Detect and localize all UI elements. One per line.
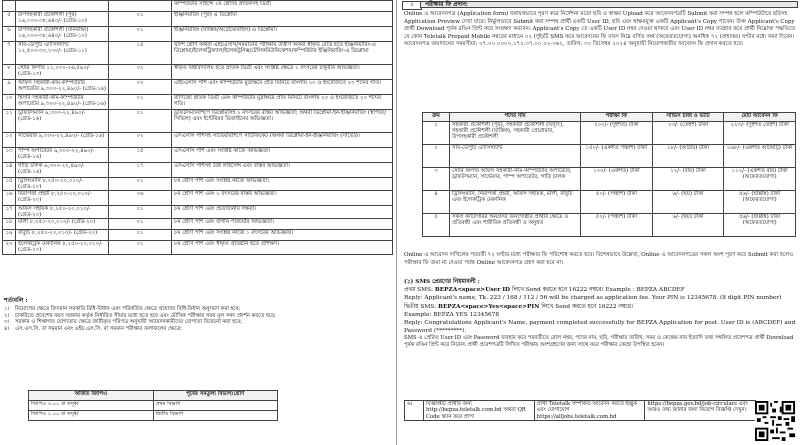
- qualification-cell: এসএসসি পাশসহ বৈধ লাইসেন্স এবং বাস্তব অভিজ্ঞতা।: [172, 163, 393, 178]
- serial-cell: ৭: [3, 42, 16, 65]
- table-row: [3, 1, 393, 12]
- post-cell: সাব-ডেপুটি এ্যাসিস্ট্যান্ট: [450, 145, 581, 168]
- post-cell: নিরাপত্তা প্রহরী ৮,২৫০-২০,০১০/- (গ্রেড-২০): [16, 191, 109, 206]
- first-sms-line: [404, 286, 796, 294]
- first-sms-command: BEPZA<space>User ID: [434, 287, 511, 294]
- table-row: [29, 411, 278, 421]
- post-cell: [16, 1, 109, 12]
- table-row: [3, 241, 393, 254]
- serial-cell: ১৪: [3, 163, 16, 178]
- serial-cell: ৬: [3, 27, 16, 42]
- total-fee-cell: ১৬৮/- (একশত আটষট্টি) টাকা: [724, 145, 796, 168]
- table-row: [3, 206, 393, 219]
- serial-cell: ১৩: [3, 148, 16, 163]
- qualification-cell: এইচএসসি পাশ এবং কম্পিউটার মুদ্রাক্ষরে প্রতি মিনিটে বাংলায় ২০ ও ইংরেজিতে ২০ শব্দের গতি।: [172, 80, 393, 95]
- vacancy-count-cell: ০৬: [109, 191, 172, 206]
- table-row: [3, 42, 393, 65]
- serial-cell: [3, 1, 16, 12]
- table-row: [423, 191, 796, 214]
- vacancy-count-cell: ০১: [109, 230, 172, 241]
- qualification-cell: ৮ম শ্রেণি পাশ এবং প্রয়োজনীয় দক্ষতা।: [172, 206, 393, 219]
- serial-cell: ৫: [3, 12, 16, 27]
- serial-cell: ২০: [3, 241, 16, 254]
- qr-code-icon[interactable]: [755, 400, 795, 442]
- table-row: [3, 163, 393, 178]
- vacancy-count-cell: ১৫: [109, 42, 172, 65]
- post-cell: ড্রাফটসম্যান ৯,৩০০-২২,৪৯০/- (গ্রেড-১৬): [16, 110, 109, 133]
- gpa-cell: জিপিএ ৩.০০ বা তদূর্ধ্ব: [29, 401, 154, 411]
- gpa-header: অর্জিত জিপিএ: [29, 391, 154, 401]
- table-row: [423, 214, 796, 237]
- payment-note: Online এ আবেদন দাখিলের পরবর্তী ৭২ ঘণ্টার মধ্যে পরীক্ষার ফি পরিশোধ করতে হবে। বিশেষভাবে উল্লেখ্য, Online এ আবেদনপত্রের সকল অংশ পূরণ করে Submit করা হলেও পরীক্ষার ফি জমা না দেওয়া পর্যন্ত Online আবেদনপত্র গ্রহণ করা হবে না।: [404, 252, 794, 266]
- gpa-equivalence-table: [28, 390, 278, 421]
- post-cell: উপসহকারী প্রকৌশলী (পুর) ১৬,০০০-৩৮,৬৪০/- (গ্রেড-১০): [16, 12, 109, 27]
- qualification-cell: ৮ম শ্রেণি পাশ এবং স্বীকৃত প্রতিষ্ঠান হতে প্রশিক্ষণ।: [172, 241, 393, 254]
- sms-instructions: [404, 278, 796, 349]
- post-cell: স্টোর কিপার ১১,০০০-২৬,৫৯০/- (গ্রেড-১৩): [16, 65, 109, 80]
- post-cell: মালী ৮,২৫০-২০,০১০/- (গ্রেড-২০): [16, 219, 109, 230]
- qualification-cell: ৮ম শ্রেণি পাশ এবং বাগান পরিচর্যার অভিজ্ঞতা।: [172, 219, 393, 230]
- vacancy-count-cell: ০১: [109, 12, 172, 27]
- section-label: ৬।: [405, 401, 424, 421]
- serial-cell: ১৫: [3, 178, 16, 191]
- fee-header-total: মোট আবেদন ফি: [724, 113, 796, 122]
- info-cell-3: https://bepza.gov.bd/job-circulars এবং আরও তথ্য জানার জন্য নিয়োগ বিজ্ঞপ্তি দেখুন।: [645, 401, 756, 421]
- post-cell: সার্ভেয়ার ৯,৩০০-২২,৪৯০/- (গ্রেড-১৬): [16, 133, 109, 148]
- condition-number: ৪।: [4, 326, 10, 333]
- admit-card-note: SMS এ প্রেরিত User ID এবং Password ব্যবহার করে পরবর্তীতে রোল নম্বর, পদের নাম, ছবি, পরীক্ষার তারিখ, সময় ও কেন্দ্রের নাম ইত্যাদি তথ্য সম্বলিত প্রবেশপত্র প্রার্থী Download পূর্বক রঙিন প্রিন্ট করে নিবেন। প্রার্থী প্রবেশপত্রটি লিখিত পরীক্ষায় অংশগ্রহণের জন্য সাথে করে পরীক্ষার কেন্দ্রে উপস্থিত হবেন।: [404, 335, 794, 349]
- exam-fee-cell: ২০০/- (দুইশত) টাকা: [581, 122, 653, 145]
- info-cell-2: প্রার্থী Teletalk সম্পর্কিত আবেদন করতে ইচ্ছুক এবং যোগাযোগ https://alljobs.teletalk.com.bd: [534, 401, 645, 421]
- service-charge-cell: ২৩/- (তেইশ) টাকা: [652, 122, 724, 145]
- qualification-cell: ৮ম শ্রেণি পাশ এবং সংশ্লিষ্ট কাজে ১ বৎসরের অভিজ্ঞতা।: [172, 230, 393, 241]
- vacancy-count-cell: ১৫: [109, 148, 172, 163]
- service-charge-cell: ৬/- (ছয়) টাকা: [652, 191, 724, 214]
- fee-header-sl: ক্রম: [423, 113, 450, 122]
- serial-cell: ১২: [3, 133, 16, 148]
- serial-cell: ৩: [423, 168, 450, 191]
- table-row: [3, 148, 393, 163]
- table-row: [423, 145, 796, 168]
- qualification-cell: বাণিজ্যে স্নাতক ডিগ্রী এবং কম্পিউটার মুদ্রাক্ষরে প্রতি মিনিটে বাংলায় ২০ ও ইংরেজিতে ২০ শব্দের গতি।: [172, 95, 393, 110]
- post-cell: ড্রিলিংম্যান ৮,২৫০-২০,০১০/- (গ্রেড-২০): [16, 178, 109, 191]
- qualification-cell: কম্পিউটার সাইন্সে ২য় শ্রেণির স্নাতকসহ ডিগ্রী: [172, 1, 393, 12]
- exam-fee-cell: ৫০/- (পঞ্চাশ) টাকা: [581, 214, 653, 237]
- qualification-cell: ইঞ্জিনিয়ারিং (যান্ত্রিক/অটোমোবাইল) এ ডিপ্লোমা।: [172, 27, 393, 42]
- serial-cell: ৯: [3, 80, 16, 95]
- serial-cell: ১: [423, 122, 450, 145]
- reply-1: Reply: Applicant's name, Tk. 223 / 168 / 112 / 56 will be charged as application fee. Your PIN is 12345678. (8 digit PIN number): [404, 295, 782, 302]
- condition-text: নিয়োগের ক্ষেত্রে বিদ্যমান সরকারি বিধি-বিধান এবং পরিবর্তিত ক্ষেত্রে প্রযোজ্য বিধি-বিধান অনুসরণ করা হবে;: [15, 305, 241, 312]
- division-cell: প্রথম বিভাগ: [153, 401, 278, 411]
- fee-header-post: পদের নাম: [450, 113, 581, 122]
- total-fee-cell: ৫৬/- (ছাপ্পান্ন) টাকা (অফেরতযোগ্য): [724, 214, 796, 237]
- post-cell: বাবুর্চি ৮,২৫০-২০,০১০/- (গ্রেড-২০): [16, 230, 109, 241]
- circular-info-table: [404, 400, 756, 421]
- post-cell: অফিস সহকারী-কাম-কম্পিউটার অপারেটর ৯,৩০০-২২,৪৯০/- (গ্রেড-১৬): [16, 80, 109, 95]
- second-sms-command: BEPZA<space>Yes<space>PIN: [438, 303, 540, 310]
- serial-cell: ১৬: [3, 191, 16, 206]
- post-cell: অফিস সহায়ক ৮,২৫০-২০,০১০/- (গ্রেড-২০): [16, 206, 109, 219]
- serial-cell: ৪: [423, 191, 450, 214]
- post-cell: গাড়ি চালক ৯,৩০০-২২,৪৯০/- (গ্রেড-১৬): [16, 163, 109, 178]
- vacancy-count-cell: [109, 1, 172, 12]
- vacancy-count-cell: ০১: [109, 110, 172, 133]
- vacancy-count-cell: ০১: [109, 27, 172, 42]
- table-row: [3, 230, 393, 241]
- exam-fee-cell: ৫০/- (পঞ্চাশ) টাকা: [581, 191, 653, 214]
- table-row: [423, 122, 796, 145]
- table-row: [405, 401, 756, 421]
- example-2: Example: BEPZA YES 12345678: [404, 311, 500, 318]
- post-cell: ড্রিলিংম্যান, নিরাপত্তা প্রহরী, অফিস সহায়ক, মালী, বাবুর্চি এবং ইলেকট্রিক মেকানিক: [450, 191, 581, 214]
- qualification-cell: ড্রাফটসম্যানশিপে ডিপ্লোমাসহ ১ বৎসরের বাস্তব অভিজ্ঞতা; অথবা ডিপ্লোমা-ইন-ইঞ্জিনিয়ারিং (স্থাপত্য/সিভিল) এবং ইন্টেরিয়র ডিজাইনের অভিজ্ঞতা।: [172, 110, 393, 133]
- post-cell: সকল ক্যাটাগরির অনগ্রসর জনগোষ্ঠীর প্রার্থীর ক্ষেত্রে ও প্রতিবন্ধী এবং শারীরিক প্রতিবন্ধী ও অনুন্নত: [450, 214, 581, 237]
- serial-cell: ১০: [3, 95, 16, 110]
- table-row: [3, 12, 393, 27]
- table-row: [3, 80, 393, 95]
- table-row: [3, 191, 393, 206]
- qualification-cell: ৮ম শ্রেণি পাশ এবং সংশ্লিষ্ট কাজে অভিজ্ঞতা।: [172, 178, 393, 191]
- table-row: [3, 133, 393, 148]
- vacancy-count-cell: ০২: [109, 65, 172, 80]
- post-cell: পাম্প অপারেটর ৯,৩০০-২২,৪৯০/- (গ্রেড-১৬): [16, 148, 109, 163]
- first-sms-label: প্রথম SMS:: [404, 287, 433, 294]
- qualification-cell: ৮ম শ্রেণি পাশ এবং ২ বৎসরের বাস্তব অভিজ্ঞতা।: [172, 191, 393, 206]
- vacancy-count-cell: ০১: [109, 219, 172, 230]
- info-cell-1: বিজ্ঞপ্তিটি প্রার্থীর জন্য http://bepza.teletalk.com.bd অথবা QR Code স্ক্যান করে প্রাপ্য: [424, 401, 535, 421]
- vacancy-count-cell: ০১: [109, 95, 172, 110]
- division-header: পূর্বের সমতুল্য বিভাগ/শ্রেণি: [153, 391, 278, 401]
- table-row: [3, 110, 393, 133]
- qualification-cell: ইঞ্জিনিয়ারিং (পুর) এ ডিপ্লোমা: [172, 12, 393, 27]
- table-row: [3, 219, 393, 230]
- condition-text: চাকরিতে প্রবেশের বয়স সরকার কর্তৃক নির্ধারিত সীমার মধ্যে হতে হবে এবং মৌখিক পরীক্ষার সময় মূল সনদ প্রদর্শন করতে হবে;: [15, 312, 276, 319]
- table-row: [29, 401, 278, 411]
- vacancy-count-cell: ১৭: [109, 163, 172, 178]
- table-row: [423, 168, 796, 191]
- vacancy-count-cell: ০২: [109, 80, 172, 95]
- qualification-cell: দ্বাদশ শ্রেণি অথবা এইচএসসি/সমমানের পরীক্ষায় উত্তীর্ণ অথবা স্বীকৃত বোর্ড হতে ইঞ্জিনিয়ারিং-এ ডিপ্লোমা/ইলেকট্রিক্যাল/ইলেকট্রনিক্স/টেলিকমিউনিকেশন/কম্পিউটার ইঞ্জিনিয়ারিং-এ ডিপ্লোমা: [172, 42, 393, 65]
- vacancy-count-cell: ০১: [109, 241, 172, 254]
- condition-number: ২।: [4, 312, 10, 319]
- vacancy-count-cell: ০১: [109, 206, 172, 219]
- serial-cell: ১৭: [3, 206, 16, 219]
- second-sms-label: দ্বিতীয় SMS:: [404, 303, 437, 310]
- gpa-cell: জিপিএ ২.০০ বা তদূর্ধ্ব: [29, 411, 154, 421]
- serial-cell: ১১: [3, 110, 16, 133]
- table-row: [3, 95, 393, 110]
- condition-item: [4, 326, 392, 333]
- post-cell: সাব-ডেপুটি এ্যাসিস্ট্যান্ট ১২,৫০০-৩০,২৩০/- (গ্রেড-১১): [16, 42, 109, 65]
- fee-header-exam-fee: পরীক্ষা ফি: [581, 113, 653, 122]
- right-column: [400, 0, 800, 445]
- serial-cell: ৫: [423, 214, 450, 237]
- reply-2: Reply: Congratulations Applicant's Name, payment completed successfully for BEPZA Application for post. User ID is (ABCDEF) and Password (*********).: [404, 320, 796, 335]
- post-cell: হিসাব সহকারী-কাম-কম্পিউটার অপারেটর ৯,৩০০-২২,৪৯০/- (গ্রেড-১৬): [16, 95, 109, 110]
- serial-cell: ২: [423, 145, 450, 168]
- condition-number: ১।: [4, 305, 10, 312]
- service-charge-cell: ১৮/- (আঠার) টাকা: [652, 145, 724, 168]
- first-sms-suffix: লিখে Send করতে হবে 16222 নম্বরে। Example : BEPZA ABCDEF: [511, 287, 685, 294]
- fee-header-service-charge: সার্ভিস চার্জ ও ভ্যাট: [652, 113, 724, 122]
- service-charge-cell: ৬/- (ছয়) টাকা: [652, 214, 724, 237]
- total-fee-cell: ১১২/- (একশত বার) টাকা (অফেরতযোগ্য): [724, 168, 796, 191]
- serial-cell: ৮: [3, 65, 16, 80]
- serial-cell: ১৮: [3, 219, 16, 230]
- post-cell: স্টোর কিপার অফিস সহকারী-কাম-কম্পিউটার অপারেটর, ড্রাফটসম্যান, সার্ভেয়ার, পাম্প অপারেটর, গাড়ি চালক: [450, 168, 581, 191]
- column-divider: [396, 0, 397, 445]
- condition-text: এস.এস.সি. বা সমমান এবং এইচ.এস.সি. বা সমমান পরীক্ষার ফলাফলের ক্ষেত্রে:: [15, 326, 183, 333]
- section-number: ৫: [402, 1, 422, 10]
- exam-fee-cell: ১৫০/- (একশত পঞ্চাশ) টাকা: [581, 145, 653, 168]
- sms-heading: (১) SMS প্রেরণের নিয়মাবলী :: [404, 279, 480, 285]
- total-fee-cell: ৫৬/- (ছাপ্পান্ন) টাকা (অফেরতযোগ্য): [724, 191, 796, 214]
- post-cell: উপসহকারী প্রকৌশলী (যানবাহন) ১৬,০০০-৩৮,৬৪০/- (গ্রেড-১০): [16, 27, 109, 42]
- fee-table: [422, 112, 796, 237]
- conditions-heading: শর্তাবলি :: [4, 297, 28, 304]
- condition-item: [4, 306, 392, 313]
- division-cell: দ্বিতীয় বিভাগ: [153, 411, 278, 421]
- table-row: [3, 178, 393, 191]
- vacancy-count-cell: ০২: [109, 133, 172, 148]
- exam-fee-cell: ১০০/- (একশত) টাকা: [581, 168, 653, 191]
- vacancy-count-cell: ০১: [109, 178, 172, 191]
- left-column: [0, 0, 395, 445]
- condition-text: সরকার ও শিক্ষাগত যোগ্যতার ক্ষেত্রে জারীকৃত পরিপত্র অনুযায়ী আবেদনকারীদের যোগ্যতা বিবেচনা করা হবে;: [15, 319, 242, 326]
- application-instructions: Online এ আবেদনপত্র (Application form) যথাযথভাবে পূরণ করে নির্দেশনা মতো ছবি ও স্বাক্ষর Upload করে আবেদনপত্রটি Submit করা সম্পন্ন হলে কম্পিউটারে ছবিসহ Application Preview দেখা যাবে। নির্ভুলভাবে Submit করা সম্পন্ন প্রার্থী একটি User ID, ছবি এবং স্বাক্ষরযুক্ত একটি Applicant's Copy পাবেন। উক্ত Applicant's Copy প্রার্থী Download পূর্বক রঙিন প্রিন্ট করে সংরক্ষণ করবেন। Applicant's Copy তে একটি User ID নম্বর দেওয়া থাকবে এবং User ID নম্বর ব্যবহার করে প্রার্থী নিম্নোক্ত পদ্ধতিতে যে কোন Teletalk Prepaid Mobile নম্বরের মাধ্যমে ০২ (দুই)টি SMS করে আবেদনের ফি বাবদ নিম্নে বর্ণিত অর্থ (অফেরতযোগ্য) অনধিক ৭২ (বাহাত্তর) ঘণ্টার মধ্যে জমা দিবেন। আবেদনপত্র জমাদানের সময়সীমা: ০৭.০০.০০০০,১৭২.৩৭.০০.০২-৩৬২, তারিখ: ৩০ ডিসেম্বর ২০২৪ অনুযায়ী নিয়োগকারীর আবেদন ফি প্রদান করতে হবে:: [404, 11, 796, 48]
- table-row: [3, 65, 393, 80]
- section-title: পরীক্ষার ফি প্রদান:: [420, 1, 798, 8]
- serial-cell: ১৯: [3, 230, 16, 241]
- post-cell: ইলেকট্রিক মেকানিক ৮,২৫০-২০,০১০/- (গ্রেড-২০): [16, 241, 109, 254]
- qualification-cell: এসএসসি পাশ এবং সংশ্লিষ্ট কাজে অভিজ্ঞতা।: [172, 148, 393, 163]
- qualification-cell: স্বীকৃত বিশ্ববিদ্যালয় হতে স্নাতক ডিগ্রী এবং সংশ্লিষ্ট ক্ষেত্রে ২ বৎসরের চাকুরীর অভিজ্ঞতা।: [172, 65, 393, 80]
- second-sms-suffix: লিখে Send করতে হবে 16222 নম্বরে।: [541, 303, 633, 310]
- condition-number: ৩।: [4, 319, 10, 326]
- table-row: [3, 27, 393, 42]
- second-sms-line: [404, 303, 796, 311]
- total-fee-cell: ২২৩/- (দুইশত তেইশ) টাকা: [724, 122, 796, 145]
- service-charge-cell: ১২/- (বার) টাকা: [652, 168, 724, 191]
- post-cell: সহকারী প্রকৌশলী (পুর), সহকারী প্রকৌশলী (বিদ্যুৎ), সহকারী প্রকৌশলী (যান্ত্রিক), সহকারী প্রোগ্রামার, উপসহকারী প্রকৌশলী: [450, 122, 581, 145]
- qualification-cell: এসএসসি পাশসহ সার্ভেয়ারশিপে সার্টিফিকেট (অথবা ডিপ্লোমা-ইন-ইঞ্জিনিয়ারিং (সার্ভে))।: [172, 133, 393, 148]
- posts-table: [2, 0, 393, 255]
- conditions-section: [4, 298, 392, 333]
